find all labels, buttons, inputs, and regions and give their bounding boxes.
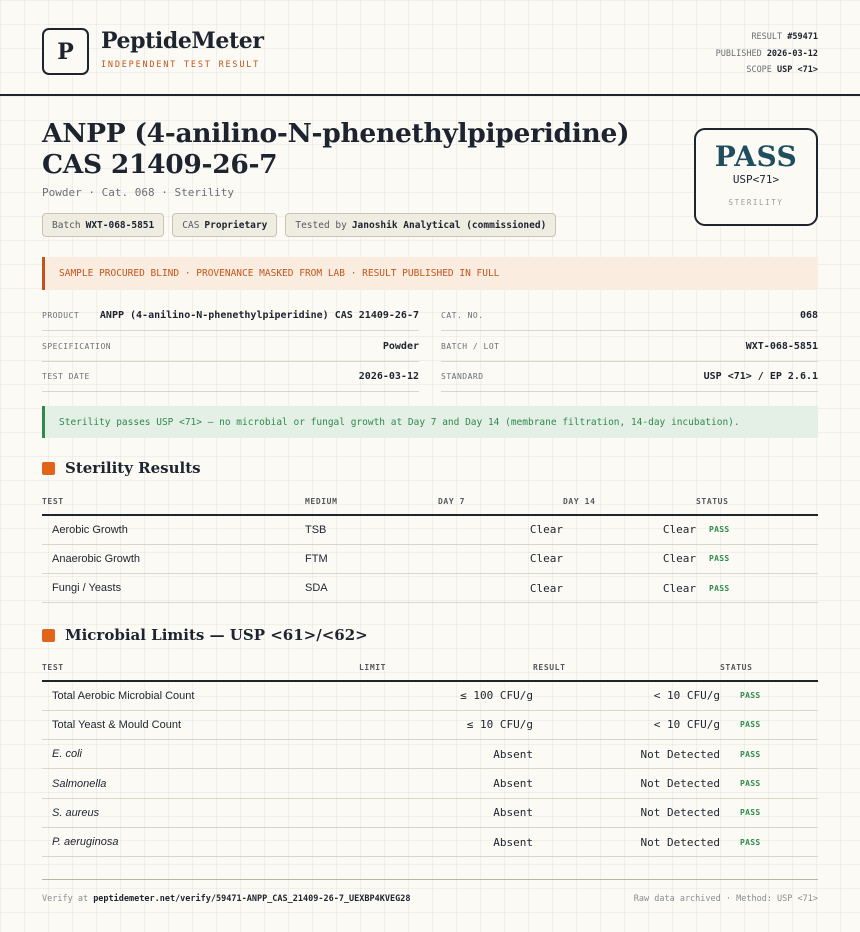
scope-value: USP <71> [777, 65, 818, 75]
published-date: 2026-03-12 [766, 48, 818, 59]
header [0, 0, 860, 96]
sterility-section-heading [42, 459, 201, 477]
tag-label: Batch [52, 219, 81, 231]
column-header: DAY 7 [438, 489, 563, 515]
section-marker-icon [42, 462, 55, 475]
logo-mark: P [42, 28, 89, 75]
table-row [42, 740, 818, 769]
tag-label: Tested by [295, 219, 347, 231]
product-subline: Powder · Cat. 068 · Sterility [42, 186, 235, 199]
table-row [42, 798, 818, 827]
status-badge: PASS [720, 827, 818, 856]
column-header: STATUS [696, 489, 818, 515]
tag-value: Proprietary [204, 219, 268, 231]
tag-label: CAS [182, 219, 200, 231]
detail-value: USP <71> / EP 2.6.1 [703, 371, 818, 382]
result-label: RESULT [751, 32, 783, 42]
test-name: Total Yeast & Mould Count [42, 710, 359, 739]
tag-list [42, 213, 556, 237]
table-row [42, 544, 818, 573]
verdict-kind: STERILITY [728, 198, 784, 207]
result-number: #59471 [787, 32, 818, 42]
table-row [42, 515, 818, 544]
limit: Absent [359, 769, 533, 798]
column-header: RESULT [533, 655, 720, 681]
result: Not Detected [533, 740, 720, 769]
day7-result: Clear [438, 574, 563, 603]
test-name: P. aeruginosa [42, 827, 359, 856]
limit: ≤ 10 CFU/g [359, 710, 533, 739]
status-badge: PASS [720, 710, 818, 739]
microbial-limits-table [42, 655, 818, 857]
test-name: S. aureus [42, 798, 359, 827]
table-row [42, 769, 818, 798]
table-row [42, 827, 818, 856]
table-row [42, 681, 818, 710]
microbial-section-heading [42, 626, 368, 644]
detail-label: CAT. NO. [441, 311, 484, 320]
detail-label: SPECIFICATION [42, 342, 112, 351]
detail-label: PRODUCT [42, 311, 80, 320]
sterility-summary-note: Sterility passes USP <71> — no microbial or fungal growth at Day 7 and Day 14 (membrane filtration, 14-day incubation). [42, 406, 818, 438]
detail-value: ANPP (4-anilino-N-phenethylpiperidine) CAS 21409-26-7 [99, 310, 419, 321]
status-badge: PASS [696, 574, 818, 603]
medium: SDA [305, 574, 438, 603]
result: Not Detected [533, 769, 720, 798]
medium: TSB [305, 515, 438, 544]
medium: FTM [305, 544, 438, 573]
column-header: MEDIUM [305, 489, 438, 515]
column-header: TEST [42, 655, 359, 681]
tag-value: WXT-068-5851 [85, 219, 155, 231]
batch-tag [42, 213, 164, 237]
sterility-table [42, 489, 818, 603]
limit: Absent [359, 827, 533, 856]
detail-value: WXT-068-5851 [745, 341, 818, 352]
detail-label: BATCH / LOT [441, 342, 500, 351]
detail-product [42, 301, 419, 331]
detail-cat-no [441, 301, 818, 331]
limit: Absent [359, 798, 533, 827]
limit: Absent [359, 740, 533, 769]
column-header: DAY 14 [563, 489, 696, 515]
detail-value: 068 [799, 310, 818, 321]
brand-subtitle: INDEPENDENT TEST RESULT [101, 60, 261, 70]
result: Not Detected [533, 827, 720, 856]
test-name: E. coli [42, 740, 359, 769]
table-header-row [42, 655, 818, 681]
status-badge: PASS [720, 769, 818, 798]
result: < 10 CFU/g [533, 681, 720, 710]
cas-tag [172, 213, 277, 237]
provenance-alert: SAMPLE PROCURED BLIND · PROVENANCE MASKED FROM LAB · RESULT PUBLISHED IN FULL [42, 257, 818, 290]
verify-link[interactable]: peptidemeter.net/verify/59471-ANPP_CAS_21409-26-7_UEXBP4KVEG28 [93, 894, 411, 904]
tag-value: Janoshik Analytical (commissioned) [351, 219, 547, 231]
section-marker-icon [42, 629, 55, 642]
verdict-text: PASS [714, 140, 798, 173]
detail-label: TEST DATE [42, 372, 90, 381]
section-title: Sterility Results [65, 459, 201, 477]
detail-standard [441, 362, 818, 392]
archive-note: Raw data archived · Method: USP <71> [633, 894, 818, 904]
status-badge: PASS [720, 740, 818, 769]
detail-batch-lot [441, 332, 818, 362]
scope-label: SCOPE [746, 65, 772, 75]
limit: ≤ 100 CFU/g [359, 681, 533, 710]
verdict-standard: USP<71> [732, 173, 780, 186]
status-badge: PASS [720, 681, 818, 710]
column-header: LIMIT [359, 655, 533, 681]
column-header: STATUS [720, 655, 818, 681]
page-title: ANPP (4-anilino-N-phenethylpiperidine) CAS 21409-26-7 [42, 118, 630, 180]
result-meta [716, 29, 818, 79]
column-header: TEST [42, 489, 305, 515]
detail-test-date [42, 362, 419, 392]
test-name: Salmonella [42, 769, 359, 798]
table-row [42, 710, 818, 739]
day14-result: Clear [563, 515, 696, 544]
footer [42, 879, 818, 904]
status-badge: PASS [720, 798, 818, 827]
result: Not Detected [533, 798, 720, 827]
published-label: PUBLISHED [715, 48, 762, 59]
day7-result: Clear [438, 544, 563, 573]
section-title: Microbial Limits — USP <61>/<62> [65, 626, 368, 644]
detail-label: STANDARD [441, 372, 484, 381]
day14-result: Clear [563, 544, 696, 573]
verify-label: Verify at [42, 894, 89, 904]
test-name: Anaerobic Growth [42, 544, 305, 573]
detail-specification [42, 332, 419, 362]
brand-name: PeptideMeter [101, 28, 264, 54]
result: < 10 CFU/g [533, 710, 720, 739]
test-name: Total Aerobic Microbial Count [42, 681, 359, 710]
table-header-row [42, 489, 818, 515]
detail-value: Powder [382, 341, 419, 352]
day7-result: Clear [438, 515, 563, 544]
test-name: Aerobic Growth [42, 515, 305, 544]
detail-value: 2026-03-12 [358, 371, 419, 382]
test-name: Fungi / Yeasts [42, 574, 305, 603]
verdict-stamp [694, 128, 818, 226]
status-badge: PASS [696, 515, 818, 544]
verify-line [42, 894, 410, 904]
tested-by-tag [285, 213, 556, 237]
status-badge: PASS [696, 544, 818, 573]
day14-result: Clear [563, 574, 696, 603]
table-row [42, 574, 818, 603]
